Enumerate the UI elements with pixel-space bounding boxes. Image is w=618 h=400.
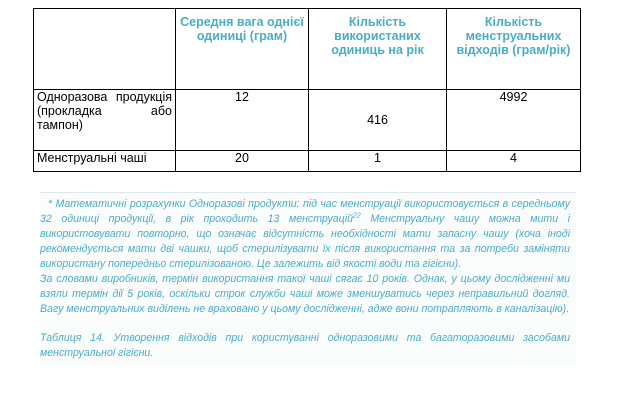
cell-cups-units: 1 [309,151,447,172]
table-row [34,151,581,172]
notes-paragraph-1 [40,197,570,272]
cell-disposable-weight: 12 [176,90,309,151]
notes-block [40,192,576,367]
cell-disposable-units: 416 [309,90,447,151]
notes-paragraph-1-text: * Математичні розрахунки Одноразові продукти: під час менструації використовується в середньому 32 одиниці продукції, в рік проходить 13 менструацій [40,198,570,225]
row-label-disposable: Одноразова продукція (прокладка або тампон) [34,90,176,151]
table-row [34,90,581,151]
header-waste-per-year: Кількість менструальних відходів (грам/рік) [447,9,581,90]
cell-cups-weight: 20 [176,151,309,172]
cell-cups-waste: 4 [447,151,581,172]
waste-comparison-table [33,8,581,172]
row-label-cups: Менструальні чаші [34,151,176,172]
notes-paragraph-2: За словами виробників, термін використання такої чаші сягає 10 років. Однак, у цьому дослідженні ми взяли термін дії 5 років, оскільки строк служби чаші може зменшуватись через неправильний догляд. Вагу менструальних виділень не враховано у цьому дослідженні, адже вони потрапляють в каналізацію). [40,273,570,315]
table-header-row [34,9,581,90]
cell-disposable-waste: 4992 [447,90,581,151]
notes-paragraph-1-continuation: Менструальну чашу можна мити і використовувати повторно, що означає відсутність необхідності мати запасну чашу (хоча іноді рекомендується мати дві чашки, щоб стерилізувати їх після використання та за потреби заміняти використану попередньо стерилізованою. Це залежить від якості води та гігієни). [40,213,570,270]
footnote-reference: 22 [352,212,361,220]
header-average-weight: Середня вага однієї одиниці (грам) [176,9,309,90]
header-units-per-year: Кількість використаних одиниць на рік [309,9,447,90]
table-caption: Таблиця 14. Утворення відходів при користуванні одноразовими та багаторазовими засобами менструальної гігієни. [40,332,570,359]
header-empty-cell [34,9,176,90]
